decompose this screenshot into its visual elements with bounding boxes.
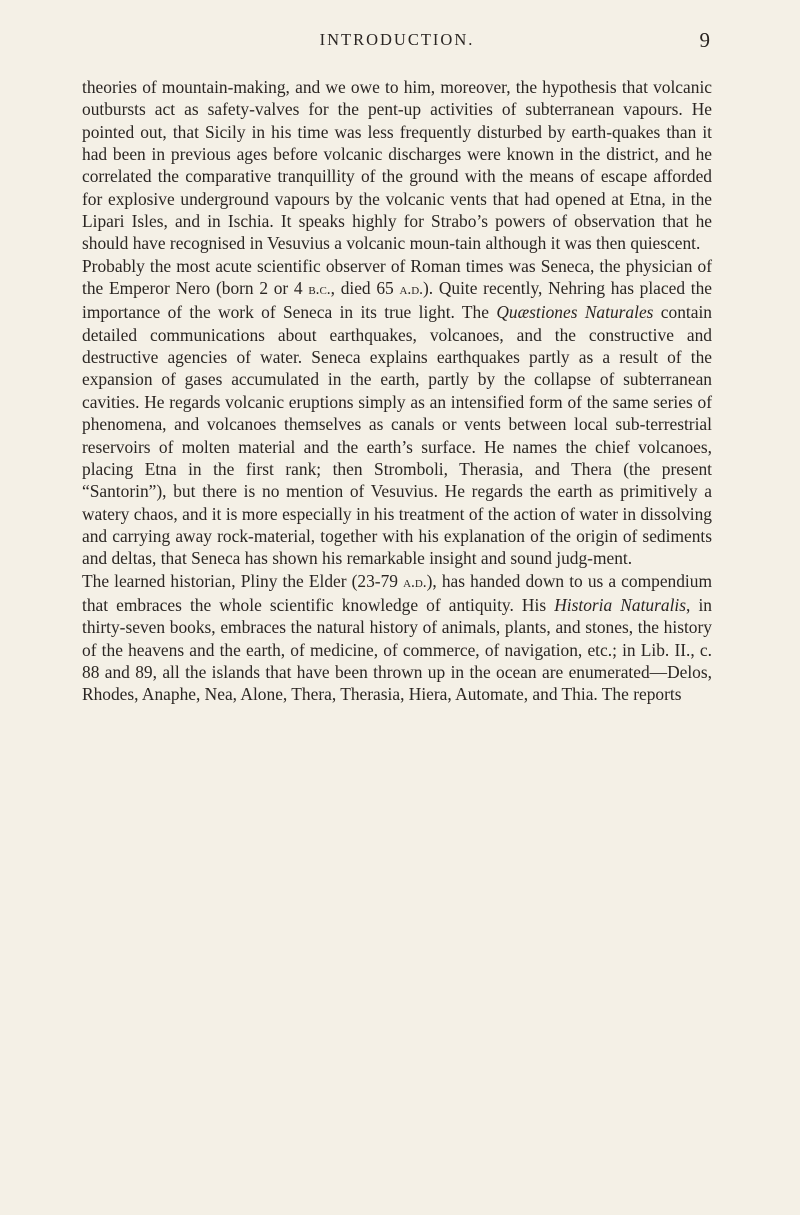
- paragraph: [82, 76, 712, 255]
- text-run: contain detailed communications about earthquakes, volcanoes, and the constructive and destructive agencies of water. Seneca explains earthquakes partly as a result of the expansion of gases accumulated in the earth, partly by the collapse of subterranean cavities. He regards volcanic eruptions simply as an intensified form of the same series of phenomena, and volcanoes themselves as canals or vents between local sub-terrestrial reservoirs of molten material and the earth’s surface. He names the chief volcanoes, placing Etna in the first rank; then Stromboli, Therasia, and Thera (the present “Santorin”), but there is no mention of Vesuvius. He regards the earth as primitively a watery chaos, and it is more especially in his treatment of the action of water in dissolving and carrying away rock-material, together with his explanation of the origin of sediments and deltas, that Seneca has shown his remarkable insight and sound judg-ment.: [82, 302, 712, 569]
- italic-title: Quæstiones Naturales: [496, 302, 654, 323]
- paragraph: [82, 255, 712, 570]
- text-run: The learned historian, Pliny the Elder (23-79: [82, 570, 404, 591]
- text-run: Probably the most acute scientific observer of Roman times was Seneca, the physician of the Emperor Nero (born 2 or 4: [82, 255, 712, 299]
- running-head: [82, 28, 712, 56]
- running-title: INTRODUCTION.: [319, 30, 475, 49]
- era-abbrev: a.d.: [399, 281, 423, 299]
- text-run: , in thirty-seven books, embraces the natural history of animals, plants, and stones, the history of the heavens and the earth, of medicine, of commerce, of navigation, etc.; in Lib. II., c. 88 and 89, all the islands that have been thrown up in the ocean are enumerated—Delos, Rhodes, Anaphe, Nea, Alone, Thera, Therasia, Hiera, Automate, and Thia. The reports: [82, 594, 712, 705]
- text-run: ), has handed down to us a compendium that embraces the whole scientific knowledge of antiquity. His: [82, 570, 712, 615]
- text-run: theories of mountain-making, and we owe to him, moreover, the hypothesis that volcanic outbursts act as safety-valves for the pent-up activities of subterranean vapours. He pointed out, that Sicily in his time was less frequently disturbed by earth-quakes than it had been in previous ages before volcanic discharges were known in the district, and he correlated the comparative tranquillity of the ground with the means of escape afforded for explosive underground vapours by the volcanic vents that had opened at Etna, in the Lipari Isles, and in Ischia. It speaks highly for Strabo’s powers of observation that he should have recognised in Vesuvius a volcanic moun-tain although it was then quiescent.: [82, 77, 712, 254]
- era-abbrev: b.c.: [308, 281, 331, 299]
- text-run: ). Quite recently, Nehring has placed the importance of the work of Seneca in its true light. The: [82, 278, 712, 323]
- paragraph: [82, 570, 712, 706]
- body-text: [82, 76, 712, 706]
- page-number: 9: [699, 28, 710, 52]
- era-abbrev: a.d.: [403, 573, 427, 591]
- text-run: , died 65: [330, 278, 400, 299]
- book-page: [82, 28, 712, 706]
- italic-title: Historia Naturalis: [554, 594, 687, 615]
